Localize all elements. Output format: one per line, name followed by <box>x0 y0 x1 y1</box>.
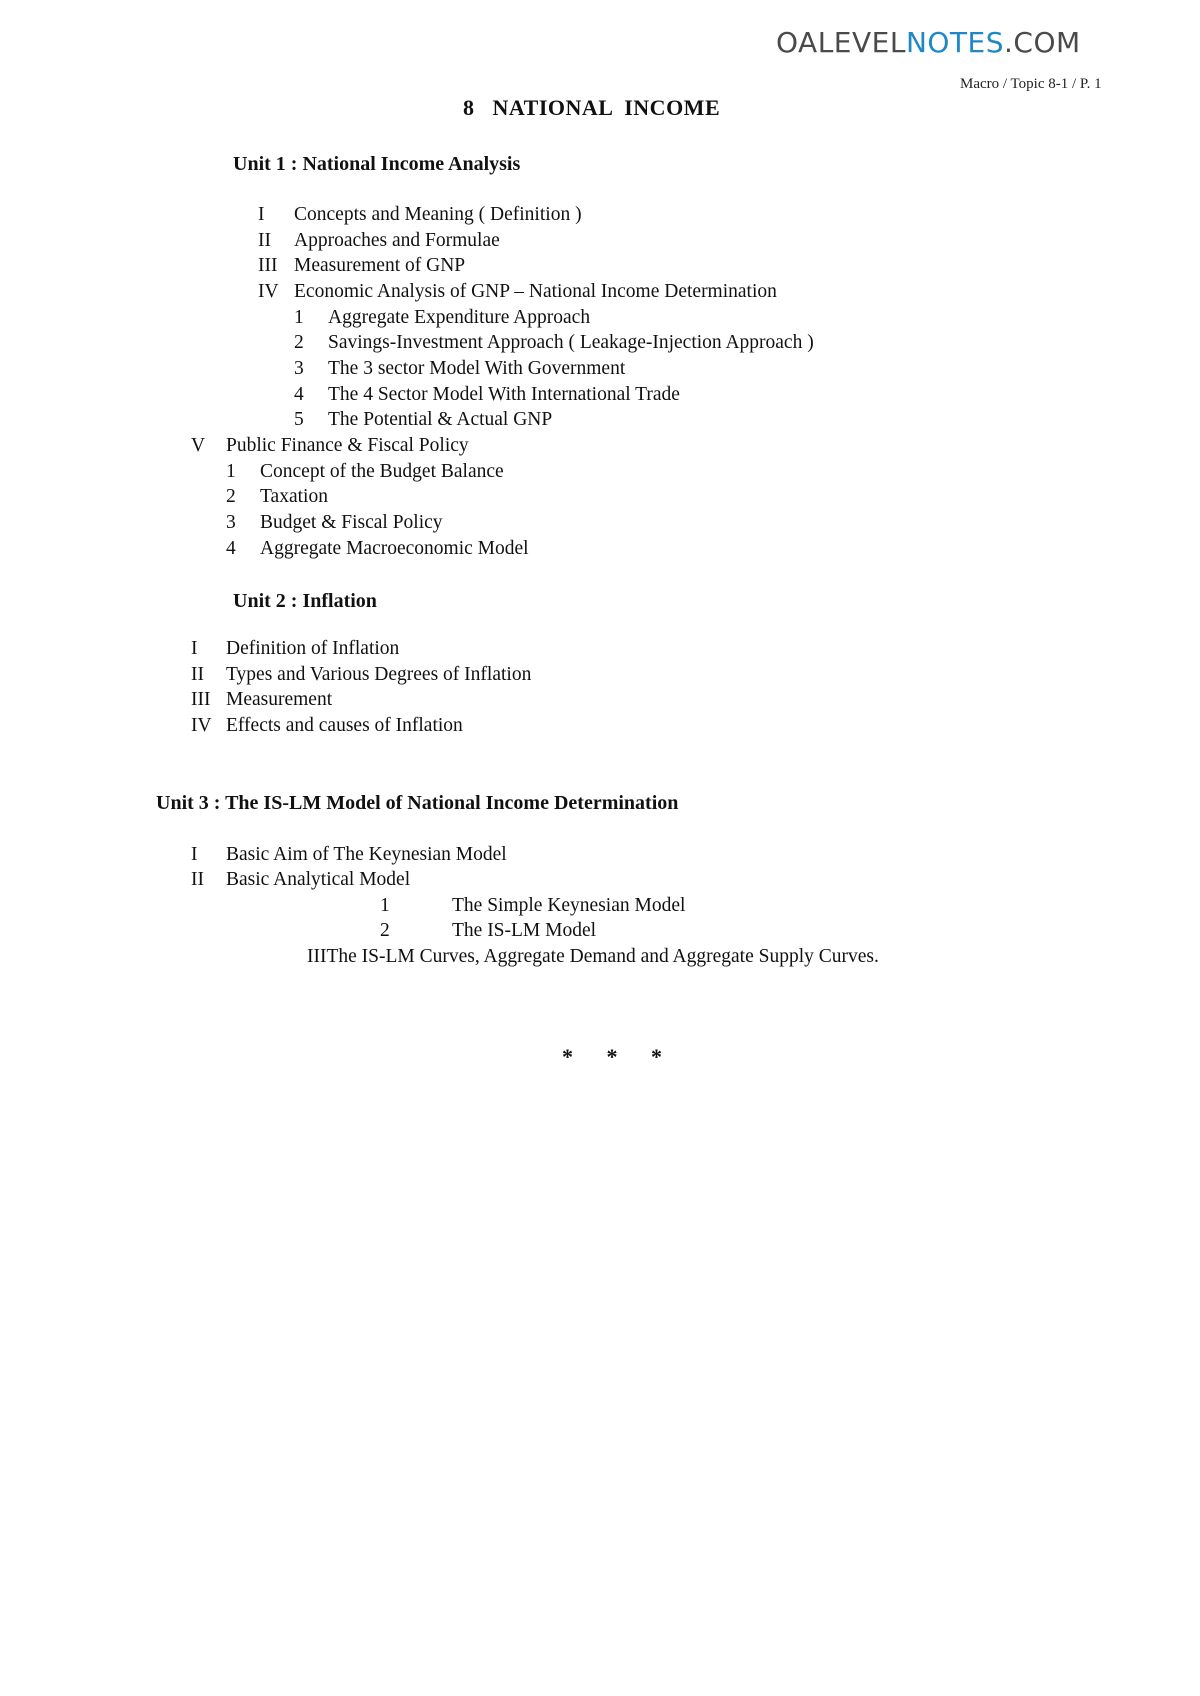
page-tag: Macro / Topic 8-1 / P. 1 <box>960 76 1102 92</box>
unit3-heading: Unit 3 : The IS-LM Model of National Income Determination <box>156 792 679 814</box>
page-title: 8 NATIONAL INCOME <box>463 95 721 120</box>
end-marks: * * * <box>562 1044 676 1069</box>
unit2-heading: Unit 2 : Inflation <box>233 590 377 612</box>
list-item: IIIThe IS-LM Curves, Aggregate Demand and Aggregate Supply Curves. <box>307 946 879 967</box>
unit1-heading: Unit 1 : National Income Analysis <box>233 153 521 175</box>
brand-logo: OALEVELNOTES.COM <box>776 26 1081 59</box>
